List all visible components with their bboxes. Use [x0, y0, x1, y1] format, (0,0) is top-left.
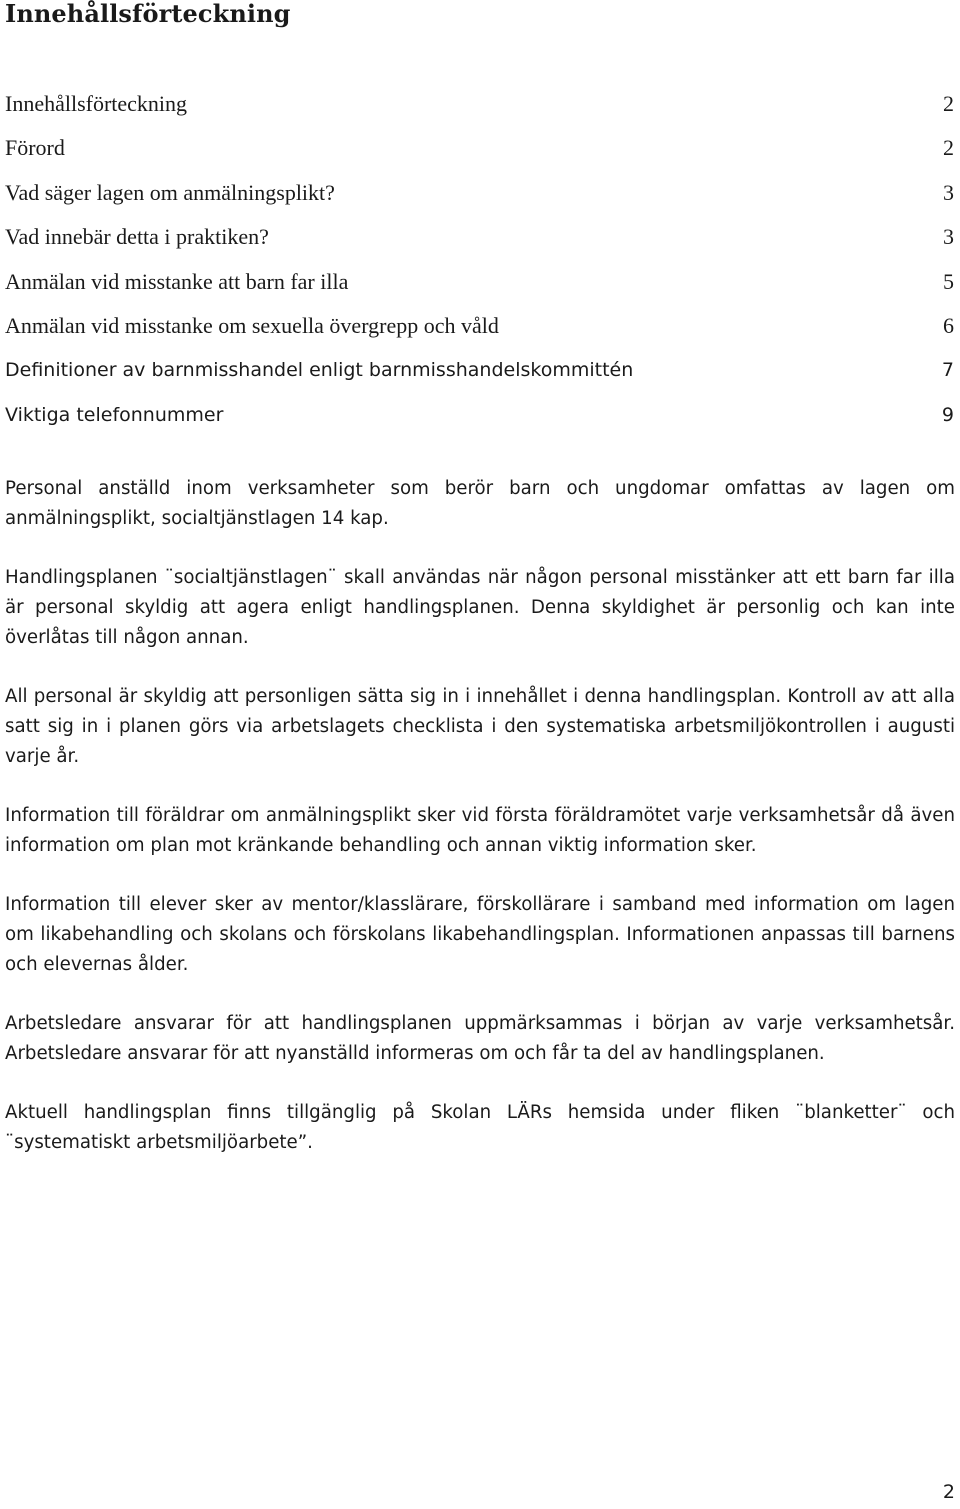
toc-entry — [5, 128, 955, 172]
toc-entry-page: 7 — [941, 359, 954, 382]
paragraph: Personal anställd inom verksamheter som berör barn och ungdomar omfattas av lagen om anmälningsplikt, socialtjänstlagen 14 kap. — [5, 478, 955, 529]
toc-entry-page: 3 — [943, 179, 954, 205]
page-title: Innehållsförteckning — [5, 0, 291, 28]
paragraph: Arbetsledare ansvarar för att handlingsplanen uppmärksammas i början av varje verksamhetsår. Arbetsledare ansvarar för att nyanställd informeras om och får ta del av handlingsplanen. — [5, 1013, 955, 1064]
toc-entry-page: 6 — [943, 312, 954, 338]
toc-entry — [5, 84, 955, 128]
toc-entry-page: 3 — [943, 224, 954, 250]
toc-entry-page: 5 — [943, 268, 954, 294]
body-text — [5, 474, 955, 1187]
toc-entry — [5, 395, 955, 439]
toc-entry-title: Definitioner av barnmisshandel enligt barnmisshandelskommittén — [5, 359, 634, 382]
table-of-contents — [5, 84, 955, 439]
paragraph: Information till elever sker av mentor/klasslärare, förskollärare i samband med information om lagen om likabehandling och skolans och förskolans likabehandlingsplan. Informationen anpassas till barnens och elevernas ålder. — [5, 894, 955, 975]
paragraph: Handlingsplanen ¨socialtjänstlagen¨ skall användas när någon personal misstänker att ett barn far illa är personal skyldig att agera enligt handlingsplanen. Denna skyldighet är personlig och kan inte överlåtas till någon annan. — [5, 567, 955, 648]
paragraph: All personal är skyldig att personligen sätta sig in i innehållet i denna handlingsplan. Kontroll av att alla satt sig in i planen görs via arbetslagets checklista i den systematiska arbetsmiljökontrollen i augusti varje år. — [5, 686, 955, 767]
toc-entry — [5, 173, 955, 217]
toc-entry — [5, 306, 955, 350]
toc-entry — [5, 262, 955, 306]
toc-entry — [5, 350, 955, 394]
toc-entry-title: Vad innebär detta i praktiken? — [5, 224, 269, 250]
page-number: 2 — [942, 1481, 955, 1503]
toc-entry-title: Anmälan vid misstanke att barn far illa — [5, 268, 349, 294]
toc-entry-page: 2 — [943, 135, 954, 161]
toc-entry-title: Viktiga telefonnummer — [5, 403, 224, 426]
paragraph: Information till föräldrar om anmälningsplikt sker vid första föräldramötet varje verksamhetsår då även information om plan mot kränkande behandling och annan viktig information sker. — [5, 805, 955, 856]
toc-entry-page: 9 — [941, 403, 954, 426]
toc-entry-title: Förord — [5, 135, 65, 161]
toc-entry — [5, 217, 955, 261]
paragraph: Aktuell handlingsplan finns tillgänglig på Skolan LÄRs hemsida under fliken ¨blanketter¨ och ¨systematiskt arbetsmiljöarbete”. — [5, 1102, 955, 1153]
toc-entry-title: Vad säger lagen om anmälningsplikt? — [5, 179, 335, 205]
toc-entry-title: Innehållsförteckning — [5, 91, 188, 116]
toc-entry-title: Anmälan vid misstanke om sexuella övergrepp och våld — [5, 312, 499, 338]
toc-entry-page: 2 — [943, 91, 954, 116]
